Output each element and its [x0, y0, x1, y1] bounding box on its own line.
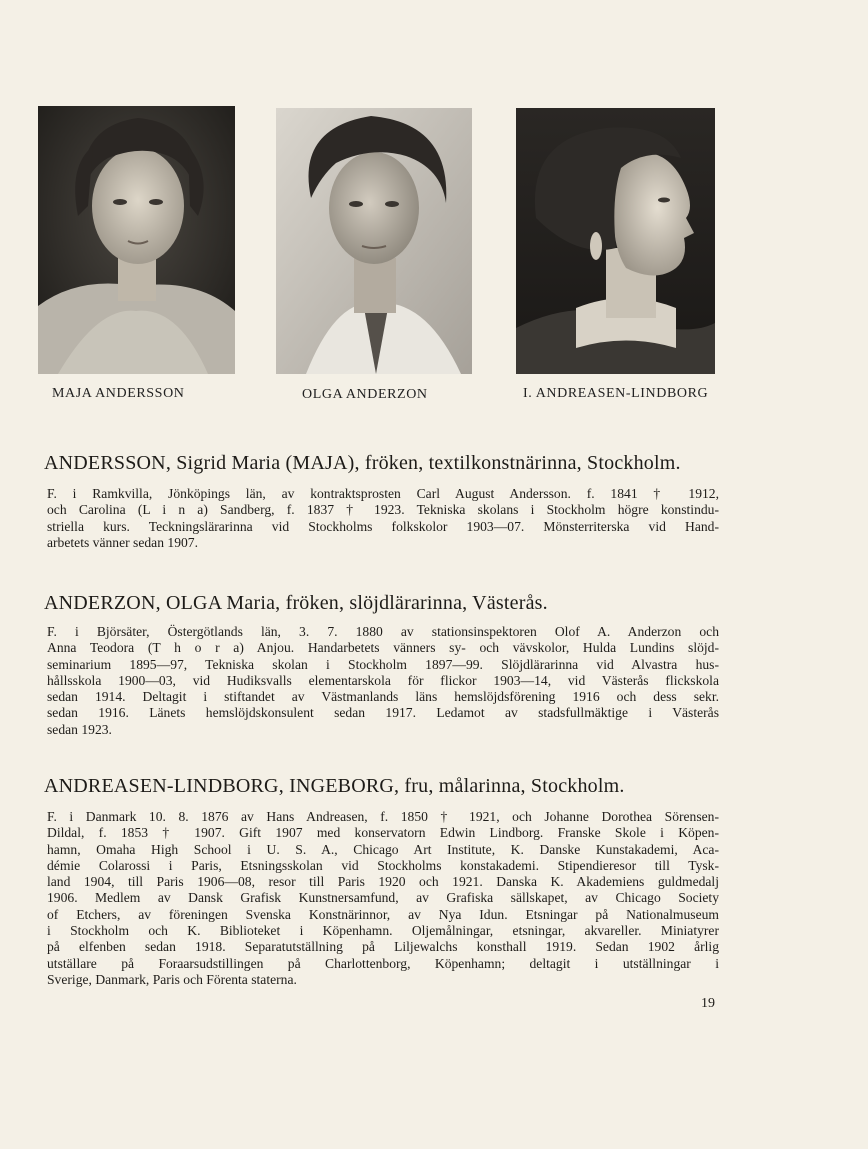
entry-line: Dildal, f. 1853 † 1907. Gift 1907 med konservatorn Edwin Lindborg. Franske Skole i Köpen-: [47, 825, 719, 841]
entry-body-andersson: [47, 486, 719, 551]
entry-line: och Carolina (L i n a) Sandberg, f. 1837 † 1923. Tekniska skolans i Stockholm högre konstindu-: [47, 502, 719, 518]
entry-line: arbetets vänner sedan 1907.: [47, 534, 198, 550]
caption-olga-anderzon: OLGA ANDERZON: [302, 387, 428, 402]
entry-body-andreasen-lindborg: [47, 809, 719, 988]
entry-line: land 1904, till Paris 1906—08, resor till Paris 1920 och 1921. Danska K. Akademiens guldmedalj: [47, 874, 719, 890]
entry-heading-anderzon: ANDERZON, OLGA Maria, fröken, slöjdlärarinna, Västerås.: [44, 592, 548, 614]
caption-i-andreasen-lindborg: I. ANDREASEN-LINDBORG: [523, 386, 709, 401]
entry-line: of Etchers, av föreningen Svenska Konstnärinnor, av Nya Idun. Etsningar på Nationalmuseum: [47, 906, 719, 922]
entry-line: utställare på Foraarsudstillingen på Charlottenborg, Köpenhamn; deltagit i utställningar i: [47, 955, 719, 971]
entry-line: F. i Björsäter, Östergötlands län, 3. 7. 1880 av stationsinspektoren Olof A. Anderzon och: [47, 624, 719, 639]
entry-line: F. i Danmark 10. 8. 1876 av Hans Andreasen, f. 1850 † 1921, och Johanne Dorothea Sörensen-: [47, 809, 719, 824]
portrait-photo-ingeborg-andreasen-lindborg: [516, 108, 715, 374]
page-number: 19: [701, 996, 715, 1011]
entry-line: på elfenben sedan 1918. Separatutställning på Liljewalchs konsthall 1919. Sedan 1902 årlig: [47, 939, 719, 955]
entry-line: Sverige, Danmark, Paris och Förenta staterna.: [47, 971, 297, 987]
entry-line: i Stockholm och K. Biblioteket i Köpenhamn. Oljemålningar, etsningar, akvareller. Miniatyrer: [47, 923, 719, 939]
entry-heading-andreasen-lindborg: ANDREASEN-LINDBORG, INGEBORG, fru, målarinna, Stockholm.: [44, 775, 625, 797]
entry-line: Anna Teodora (T h o r a) Anjou. Handarbetets vänners sy- och vävskolor, Hulda Lundins slöjd-: [47, 640, 719, 656]
entry-line: seminarium 1895—97, Tekniska skolan i Stockholm 1897—99. Slöjdlärarinna vid Alvastra hus-: [47, 656, 719, 672]
entry-line: F. i Ramkvilla, Jönköpings län, av kontraktsprosten Carl August Andersson. f. 1841 † 1912,: [47, 486, 719, 501]
entry-line: hållsskola 1900—03, vid Hudiksvalls elementarskola för flickor 1903—14, vid Västerås flickskola: [47, 672, 719, 688]
entry-body-anderzon: [47, 624, 719, 738]
entry-line: sedan 1923.: [47, 721, 112, 737]
entry-line: 1906. Medlem av Dansk Grafisk Kunstnersamfund, av Grafiska sällskapet, av Chicago Society: [47, 890, 719, 906]
entry-heading-andersson: ANDERSSON, Sigrid Maria (MAJA), fröken, textilkonstnärinna, Stockholm.: [44, 452, 681, 474]
entry-line: démie Colarossi i Paris, Etsningsskolan vid Stockholms konstakademi. Stipendieresor till Tysk-: [47, 857, 719, 873]
portrait-photo-olga-anderzon: [276, 108, 472, 374]
portrait-photo-maja-andersson: [38, 106, 235, 374]
entry-line: hamn, Omaha High School i U. S. A., Chicago Art Institute, K. Danske Kunstakademi, Aca-: [47, 841, 719, 857]
caption-maja-andersson: MAJA ANDERSSON: [52, 386, 185, 401]
entry-line: striella kurs. Teckningslärarinna vid Stockholms folkskolor 1903—07. Mönsterriterska vid Hand-: [47, 518, 719, 534]
entry-line: sedan 1916. Länets hemslöjdskonsulent sedan 1917. Ledamot av stadsfullmäktige i Västerås: [47, 705, 719, 721]
entry-line: sedan 1914. Deltagit i stiftandet av Västmanlands läns hemslöjdsförening 1916 och dess sekr.: [47, 689, 719, 705]
